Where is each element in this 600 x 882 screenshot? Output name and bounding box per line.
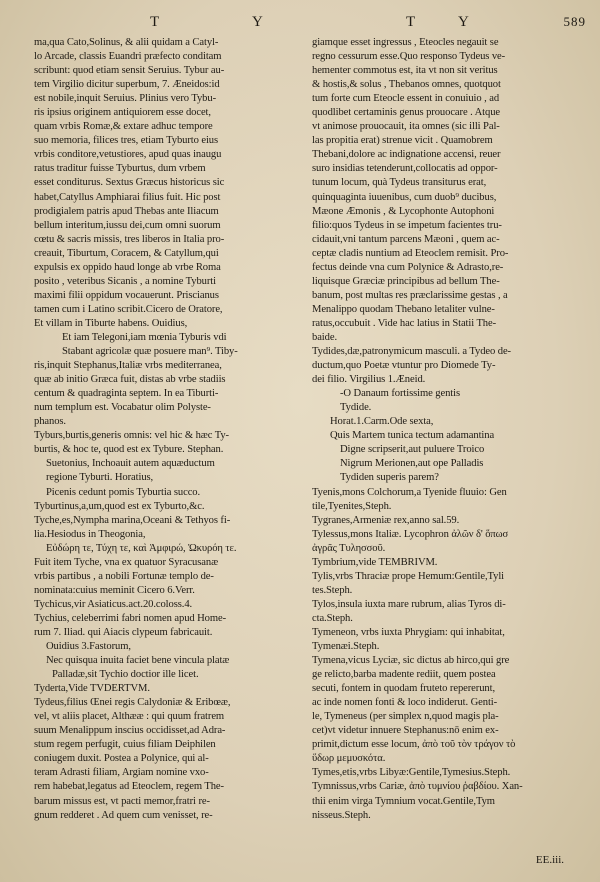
text-line: Ouidius 3.Fastorum,	[46, 641, 131, 653]
text-line: cet)vt videtur innuere Stephanus:nō enim ex-	[312, 725, 499, 737]
text-line: secuti, fontem in quodam fruteto repererunt,	[312, 683, 495, 695]
text-line: tamen cum i Latino scribit.Cicero de Oratore,	[34, 303, 223, 315]
text-line: quodlibet certaminis genus prouocare . Atque	[312, 107, 500, 119]
text-line: Tylessus,mons Italiæ. Lycophron ἀλῶν δ' ὅπωσ	[312, 528, 509, 540]
text-line: Et iam Telegoni,iam mœnia Tyburis vdi	[62, 331, 227, 343]
right-text-column	[312, 36, 584, 823]
text-line: regione Tyburti. Horatius,	[46, 472, 154, 484]
text-line: phanos.	[34, 416, 66, 428]
text-line: Digne scripserit,aut puluere Troico	[340, 444, 485, 456]
text-line: primit,dictum esse locum, ἀπὸ τοῦ τὸν τράγον τὸ	[312, 739, 516, 751]
text-line: tum forte cum Eteocle essent in conuiuio , ad	[312, 93, 500, 105]
text-line: liquisque Græciæ principibus ad bellum The-	[312, 275, 500, 287]
text-line: & hostis,& solus , Thebanos omnes, quotquot	[312, 79, 501, 91]
text-line: ὕδωρ μεμυσκότα.	[312, 753, 386, 765]
header-letter-left-a: T	[150, 14, 161, 30]
text-line: habet,Catyllus Amphiarai filius fuit. Hic post	[34, 191, 221, 203]
text-line: centum & quadraginta septem. In ea Tiburti-	[34, 388, 219, 400]
text-line: thii enim virga Tymnium vocat.Gentile,Tym	[312, 795, 495, 807]
text-line: ductum,quo Poetæ vtuntur pro Diomede Ty-	[312, 360, 496, 372]
text-line: Horat.1.Carm.Ode sexta,	[330, 416, 434, 428]
text-line: las propitia erat) strenue vicit . Quamobrem	[312, 135, 493, 147]
text-line: vrbis conditore,vetustiores, apud quas inaugu	[34, 149, 222, 161]
text-line: ratus traditur fuisse Tyburtus, dum vrbem	[34, 163, 206, 175]
text-line: lia.Hesiodus in Theogonia,	[34, 528, 146, 540]
text-line: Nec quisqua inuita faciet bene vincula platæ	[46, 655, 230, 667]
header-letter-left-b: Y	[252, 14, 264, 30]
text-line: Tychius, celeberrimi fabri nomen apud Home-	[34, 612, 227, 624]
text-line: Suetonius, Inchoauit autem aquæductum	[46, 458, 215, 470]
text-line: rem habebat,legatus ad Eteoclem, regem The-	[34, 781, 224, 793]
text-line: vt animose prouocauit, ita omnes (sic illi Pal-	[312, 121, 500, 133]
text-line: vel, vt aliis placet, Althææ : qui quum fratrem	[34, 711, 225, 723]
text-line: Tylos,insula iuxta mare rubrum, alias Tyros di-	[312, 598, 506, 610]
text-line: Tylis,vrbs Thraciæ prope Hemum:Gentile,Tyli	[312, 570, 505, 582]
text-line: Tymenæi.Steph.	[312, 641, 380, 653]
text-line: ratus,occubuit . Vide hac latius in Statii The-	[312, 317, 497, 329]
text-line: ris,inquit Stephanus,Italiæ vrbs mediterranea,	[34, 360, 222, 372]
text-line: Menalippo quodam Thebano letaliter vulne-	[312, 303, 495, 315]
text-line: filio:quos Tydeus in se impetum facientes tru-	[312, 219, 502, 231]
text-line: Tyche,es,Nympha marina,Oceani & Tethyos fi-	[34, 514, 231, 526]
text-line: coniugem duxit. Postea a Polynice, qui al-	[34, 753, 209, 765]
text-line: esset conditurus. Sextus Græcus historicus sic	[34, 177, 225, 189]
text-line: Εὐδώρη τε, Τύχη τε, καὶ Ἀμφιρώ, Ὠκυρόη τε.	[46, 542, 237, 554]
text-line: prodigialem patris apud Thebas ante Iliacum	[34, 205, 219, 217]
text-line: hementer commotus est, ita vt non sit veritus	[312, 65, 498, 77]
left-text-column	[34, 36, 306, 823]
text-line: regno cessurum esse.Quo responso Tydeus ve-	[312, 51, 506, 63]
text-line: suo memoria, filices tres, etiam Tyburto eius	[34, 135, 219, 147]
text-line: rum 7. Iliad. qui Aiacis clypeum fabricauit.	[34, 626, 213, 638]
text-line: Tymnissus,vrbs Cariæ, ἀπὸ τυμνίου ῥαβδίου. Xan-	[312, 781, 523, 793]
text-line: Et villam in Tiburte habens. Ouidius,	[34, 317, 188, 329]
text-line: cœtu & sacris missis, tres liberos in Italia pro-	[34, 233, 225, 245]
text-line: expulsis ex oppido haud longe ab vrbe Roma	[34, 261, 221, 273]
text-line: ac inde nomen fonti & loco indiderut. Genti-	[312, 697, 498, 709]
page-number: 589	[563, 14, 586, 29]
text-line: giamque esset ingressus , Eteocles negauit se	[312, 37, 499, 48]
header-letter-right-a: T	[406, 14, 417, 30]
text-line: Tymbrium,vide TEMBRIVM.	[312, 556, 438, 568]
text-line: le, Tymeneus (per simplex n,quod magis pla-	[312, 711, 499, 723]
text-line: Thebani,dolore ac indignatione accensi, reuer	[312, 149, 501, 161]
text-line: Tyburtinus,a,um,quod est ex Tyburto,&c.	[34, 500, 205, 512]
text-line: Tydiden superis parem?	[340, 472, 439, 484]
text-line: dei filio. Virgilius 1.Æneid.	[312, 374, 426, 386]
text-line: cta.Steph.	[312, 612, 353, 624]
text-line: est nobile,inquit Seruius. Plinius vero Tybu-	[34, 93, 217, 105]
text-line: Tymes,etis,vrbs Libyæ:Gentile,Tymesius.Steph.	[312, 767, 511, 779]
text-line: Stabant agricolæ quæ posuere man⁹. Tiby-	[62, 346, 238, 358]
text-line: Picenis cedunt pomis Tyburtia succo.	[46, 486, 201, 498]
text-line: nominata:cuius meminit Cicero 6.Verr.	[34, 584, 195, 596]
text-line: baide.	[312, 331, 337, 343]
text-line: Tydides,dæ,patronymicum masculi. a Tydeo de-	[312, 346, 511, 358]
text-line: Tyenis,mons Colchorum,a Tyenide fluuio: Gen	[312, 486, 507, 498]
text-line: vrbis partibus , a nobili Fortunæ templo de-	[34, 570, 214, 582]
signature-mark: EE.iii.	[535, 854, 564, 866]
text-line: tile,Tyenites,Steph.	[312, 500, 392, 512]
text-line: posito , veteribus Sicanis , a nomine Tyburti	[34, 275, 216, 287]
page-header	[0, 14, 600, 36]
text-line: tunum locum, quà Tydeus transiturus erat,	[312, 177, 487, 189]
text-line: quam vrbis Romæ,& extare adhuc tempore	[34, 121, 213, 133]
text-line: banum, post multas res præclarissime gestas , a	[312, 289, 508, 301]
text-line: Tymena,vicus Lyciæ, sic dictus ab hirco,qui gre	[312, 655, 510, 667]
text-line: ma,qua Cato,Solinus, & alii quidam a Catyl-	[34, 37, 219, 48]
text-line: ris ipsius originem antiquiorem esse docet,	[34, 107, 211, 119]
text-line: num templum est. Vocabatur olim Polyste-	[34, 402, 211, 414]
text-line: Tymeneon, vrbs iuxta Phrygiam: qui inhabitat,	[312, 626, 505, 638]
text-line: ἀγρᾶς Τυλησσοῦ.	[312, 542, 386, 554]
text-line: Tychicus,vir Asiaticus.act.20.coloss.4.	[34, 598, 193, 610]
text-line: fectus deinde vna cum Polynice & Adrasto,re-	[312, 261, 504, 273]
text-line: teram Adrasti filiam, Argiam nomine vxo-	[34, 767, 209, 779]
text-line: Tyburs,burtis,generis omnis: vel hic & hæc Ty-	[34, 430, 229, 442]
header-letter-right-b: Y	[458, 14, 470, 30]
text-line: Palladæ,sit Tychio doctior ille licet.	[52, 669, 199, 681]
text-line: tem Virgilio dicitur superbum, 7. Æneidos:id	[34, 79, 220, 91]
text-line: burtis, & hoc te, quod est ex Tybure. Stephan.	[34, 444, 224, 456]
text-line: -O Danaum fortissime gentis	[340, 388, 460, 400]
text-line: ceptæ cladis nuntium ad Eteoclem remisit. Pro-	[312, 247, 509, 259]
text-line: barum missus est, vt pacti memor,fratri re-	[34, 795, 210, 807]
text-line: scribunt: quod etiam sensit Seruius. Tybur au-	[34, 65, 225, 77]
text-line: gnum redderet . Ad quem cum venisset, re-	[34, 809, 213, 821]
text-line: bellum interitum,iussu dei,cum omni suorum	[34, 219, 221, 231]
text-line: Tyderta,Vide TVDERTVM.	[34, 683, 150, 695]
text-line: Quis Martem tunica tectum adamantina	[330, 430, 495, 442]
text-line: creauit, Tiburtum, Coracem, & Catyllum,qui	[34, 247, 219, 259]
text-line: maximi filii oppidum vocauerunt. Priscianus	[34, 289, 219, 301]
text-line: suro insidias tetenderunt,collocatis ad oppor-	[312, 163, 498, 175]
text-line: Tydeus,filius Œnei regis Calydoniæ & Eribœæ,	[34, 697, 231, 709]
text-line: nisseus.Steph.	[312, 809, 371, 821]
text-line: tes.Steph.	[312, 584, 353, 596]
text-line: quinquaginta iuuenibus, cum duob⁹ ducibus,	[312, 191, 497, 203]
text-line: stum regem perfugit, cuius filiam Deiphilen	[34, 739, 216, 751]
text-line: Fuit item Tyche, vna ex quatuor Syracusanæ	[34, 556, 219, 568]
text-line: Tydide.	[340, 402, 372, 414]
text-line: Tygranes,Armeniæ rex,anno sal.59.	[312, 514, 460, 526]
text-line: suum Menalippum inscius occidisset,ad Adra-	[34, 725, 226, 737]
text-line: quæ ab initio Græca fuit, distas ab vrbe stadiis	[34, 374, 226, 386]
text-line: lo Arcade, classis Euandri præfecto conditam	[34, 51, 222, 63]
text-line: Mæone Æmonis , & Lycophonte Autophoni	[312, 205, 495, 217]
text-line: Nigrum Merionen,aut ope Palladis	[340, 458, 484, 470]
text-line: ge relicto,barba madente rediit, quem postea	[312, 669, 496, 681]
text-line: cidauit,vni tantum parcens Mæoni , quem ac-	[312, 233, 500, 245]
